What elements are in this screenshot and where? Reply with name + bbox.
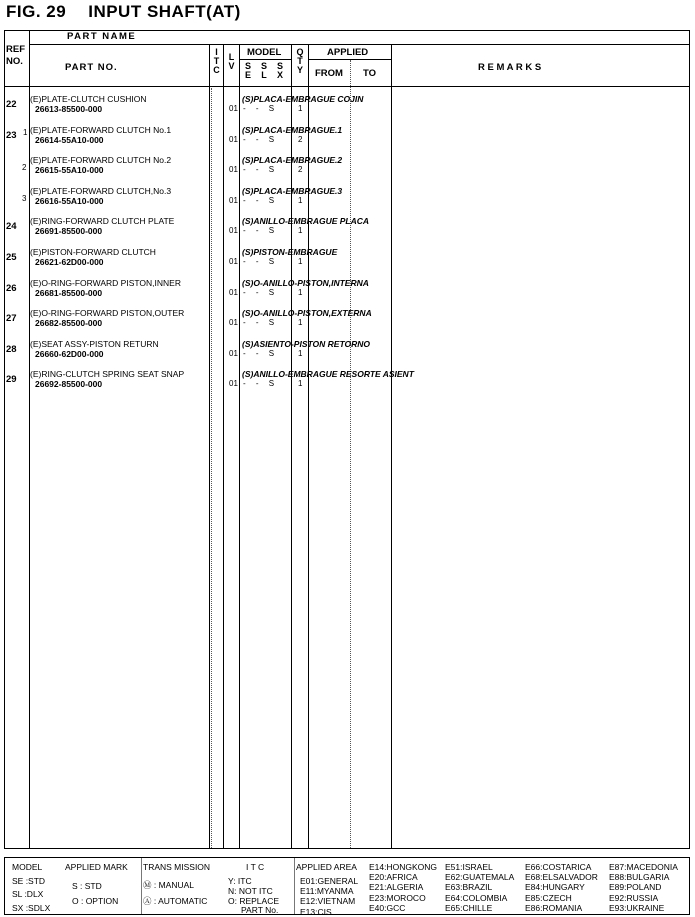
fig-number: 29 [46, 2, 67, 21]
header-to: TO [363, 68, 377, 79]
part-number: 26613-85500-000 [35, 104, 103, 114]
model-applicability: - - S [243, 348, 279, 358]
remark-spanish: (S)ANILLO-EMBRAGUE RESORTE ASIENT [242, 369, 414, 380]
header-part-no: PART NO. [65, 62, 118, 73]
table-row [0, 155, 695, 185]
part-number: 26616-55A10-000 [35, 195, 104, 206]
legend-mark-std: S : STD [72, 881, 102, 891]
legend-area-item: E12:VIETNAM [300, 896, 356, 907]
level: 01 [229, 257, 238, 266]
legend-itc-title: I T C [246, 862, 265, 872]
level: 01 [229, 195, 238, 205]
table-row [0, 247, 695, 277]
legend-itc-n: N: NOT ITC [228, 886, 273, 896]
table-row [0, 278, 695, 308]
table-row [0, 94, 695, 124]
ref-number: 25 [6, 252, 17, 263]
table-row [0, 216, 695, 246]
level: 01 [229, 287, 238, 297]
ref-number: 23 [6, 129, 17, 141]
quantity: 1 [298, 226, 303, 236]
sub-number: 3 [22, 193, 27, 203]
legend-area-item: E11:MYANMA [300, 886, 354, 897]
part-name: (E)O-RING-FORWARD PISTON,OUTER [30, 308, 185, 319]
part-number: 26692-85500-000 [35, 379, 103, 390]
header-model-se: S E [244, 61, 251, 80]
quantity: 1 [298, 348, 303, 358]
legend-model-sx: SX :SDLX [12, 903, 51, 913]
legend-trans-automatic: Ⓐ : AUTOMATIC [143, 896, 208, 906]
model-applicability: - - S [243, 257, 279, 266]
quantity: 1 [298, 104, 303, 113]
table-row [0, 308, 695, 338]
remark-spanish: (S)PLACA-EMBRAGUE.2 [242, 155, 343, 166]
legend-area-item: E86:ROMANIA [525, 902, 583, 913]
legend-area-item: E40:GCC [369, 902, 406, 913]
remark-spanish: (S)PISTON-EMBRAGUE [242, 247, 338, 257]
level: 01 [229, 379, 238, 389]
level: 01 [229, 104, 238, 113]
table-row [0, 339, 695, 369]
quantity: 1 [298, 287, 303, 297]
model-applicability: - - S [243, 195, 279, 205]
ref-number: 27 [6, 313, 17, 325]
legend-model-sl: SL :DLX [12, 889, 44, 899]
part-name: (E)RING-FORWARD CLUTCH PLATE [30, 216, 175, 227]
fig-title-text: INPUT SHAFT(AT) [88, 2, 241, 21]
legend-area-item: E23:MOROCO [369, 892, 426, 903]
legend-area-item: E68:ELSALVADOR [525, 872, 598, 883]
header-qty: Q T Y [296, 47, 304, 75]
part-name: (E)RING-CLUTCH SPRING SEAT SNAP [30, 369, 185, 380]
legend-area-item: E92:RUSSIA [609, 892, 659, 903]
legend-area-item: E88:BULGARIA [609, 872, 670, 883]
header-model-sl: S L [260, 61, 267, 80]
quantity: 2 [298, 134, 303, 144]
legend-area-item: E14:HONGKONG [369, 862, 438, 872]
legend-applied-mark-title: APPLIED MARK [65, 862, 128, 872]
ref-number: 28 [6, 343, 17, 355]
legend-itc-partno: PART No. [241, 905, 279, 915]
model-applicability: - - S [243, 226, 279, 236]
legend-area-item: E01:GENERAL [300, 876, 359, 886]
part-name: (E)PLATE-FORWARD CLUTCH,No.3 [30, 185, 172, 196]
part-name: (E)PISTON-FORWARD CLUTCH [30, 247, 156, 257]
table-row [0, 125, 695, 155]
legend-area-item: E13:CIS [300, 906, 332, 917]
remark-spanish: (S)PLACA-EMBRAGUE.1 [242, 124, 343, 135]
part-name: (E)SEAT ASSY-PISTON RETURN [30, 338, 159, 349]
legend-model-se: SE :STD [12, 876, 46, 886]
quantity: 1 [298, 318, 303, 328]
model-applicability: - - S [243, 379, 279, 389]
model-applicability: - - S [243, 287, 279, 297]
header-from: FROM [315, 68, 343, 79]
level: 01 [229, 348, 238, 358]
level: 01 [229, 165, 238, 175]
legend-area-item: E89:POLAND [609, 882, 662, 893]
header-remarks: R E M A R K S [478, 62, 542, 73]
remark-spanish: (S)O-ANILLO-PISTON,EXTERNA [242, 308, 372, 319]
quantity: 1 [298, 379, 303, 389]
table-row [0, 186, 695, 216]
fig-label: FIG. [6, 2, 42, 21]
legend-trans-title: TRANS MISSION [143, 862, 211, 872]
model-applicability: - - S [243, 104, 279, 113]
legend-area-item: E85:CZECH [525, 892, 572, 903]
ref-number: 26 [6, 282, 17, 294]
part-number: 26681-85500-000 [35, 287, 103, 298]
header-lv: L V [228, 52, 235, 71]
legend-area-item: E62:GUATEMALA [445, 872, 515, 883]
part-number: 26660-62D00-000 [35, 348, 104, 359]
quantity: 1 [298, 195, 303, 205]
legend-area-item: E87:MACEDONIA [609, 862, 678, 872]
legend-area-item: E93:UKRAINE [609, 902, 665, 913]
part-name: (E)PLATE-FORWARD CLUTCH No.1 [30, 124, 172, 135]
legend-area-item: E66:COSTARICA [525, 862, 592, 872]
legend-area-title: APPLIED AREA [296, 862, 357, 872]
header-model: MODEL [247, 47, 282, 58]
level: 01 [229, 318, 238, 328]
ref-number: 22 [6, 99, 17, 110]
ref-number: 29 [6, 374, 17, 386]
legend-model-title: MODEL [12, 862, 43, 872]
model-applicability: - - S [243, 318, 279, 328]
part-name: (E)PLATE-FORWARD CLUTCH No.2 [30, 155, 172, 166]
header-model-sx: S X [276, 61, 283, 80]
part-name: (E)PLATE-CLUTCH CUSHION [30, 94, 147, 104]
legend-itc-o: O: REPLACE [228, 896, 280, 906]
legend-mark-option: O : OPTION [72, 896, 119, 906]
model-applicability: - - S [243, 165, 279, 175]
header-itc: I T C [213, 47, 220, 75]
legend-area-item: E84:HUNGARY [525, 882, 585, 893]
legend-area-item: E63:BRAZIL [445, 882, 493, 893]
legend-area-item: E51:ISRAEL [445, 862, 493, 872]
remark-spanish: (S)ANILLO-EMBRAGUE PLACA [242, 216, 370, 227]
header-part-name: PART NAME [67, 31, 137, 42]
legend-itc-y: Y: ITC [228, 876, 252, 886]
part-number: 26621-62D00-000 [35, 257, 104, 267]
legend-area-item: E21:ALGERIA [369, 882, 424, 893]
legend-area-item: E20:AFRICA [369, 872, 418, 883]
level: 01 [229, 134, 238, 144]
figure-title [6, 2, 241, 22]
ref-number: 24 [6, 221, 17, 233]
legend-trans-manual: Ⓜ : MANUAL [143, 880, 195, 890]
model-applicability: - - S [243, 134, 279, 144]
quantity: 1 [298, 257, 303, 266]
quantity: 2 [298, 165, 303, 175]
table-row [0, 369, 695, 399]
remark-spanish: (S)PLACA-EMBRAGUE.3 [242, 185, 343, 196]
legend-area-item: E64:COLOMBIA [445, 892, 508, 903]
part-number: 26615-55A10-000 [35, 165, 104, 176]
remark-spanish: (S)ASIENTO-PISTON RETORNO [242, 338, 370, 349]
part-number: 26682-85500-000 [35, 318, 103, 329]
remark-spanish: (S)O-ANILLO-PISTON,INTERNA [242, 277, 369, 288]
header-applied: APPLIED [327, 47, 369, 58]
sub-number: 1 [23, 127, 28, 137]
sub-number: 2 [22, 163, 27, 173]
header-ref: REF [6, 44, 25, 55]
level: 01 [229, 226, 238, 236]
legend-area-item: E65:CHILLE [445, 902, 493, 913]
part-number: 26691-85500-000 [35, 226, 103, 237]
header-no: NO. [6, 56, 23, 67]
remark-spanish: (S)PLACA-EMBRAGUE COJIN [242, 94, 364, 104]
part-name: (E)O-RING-FORWARD PISTON,INNER [30, 277, 181, 288]
part-number: 26614-55A10-000 [35, 134, 104, 145]
